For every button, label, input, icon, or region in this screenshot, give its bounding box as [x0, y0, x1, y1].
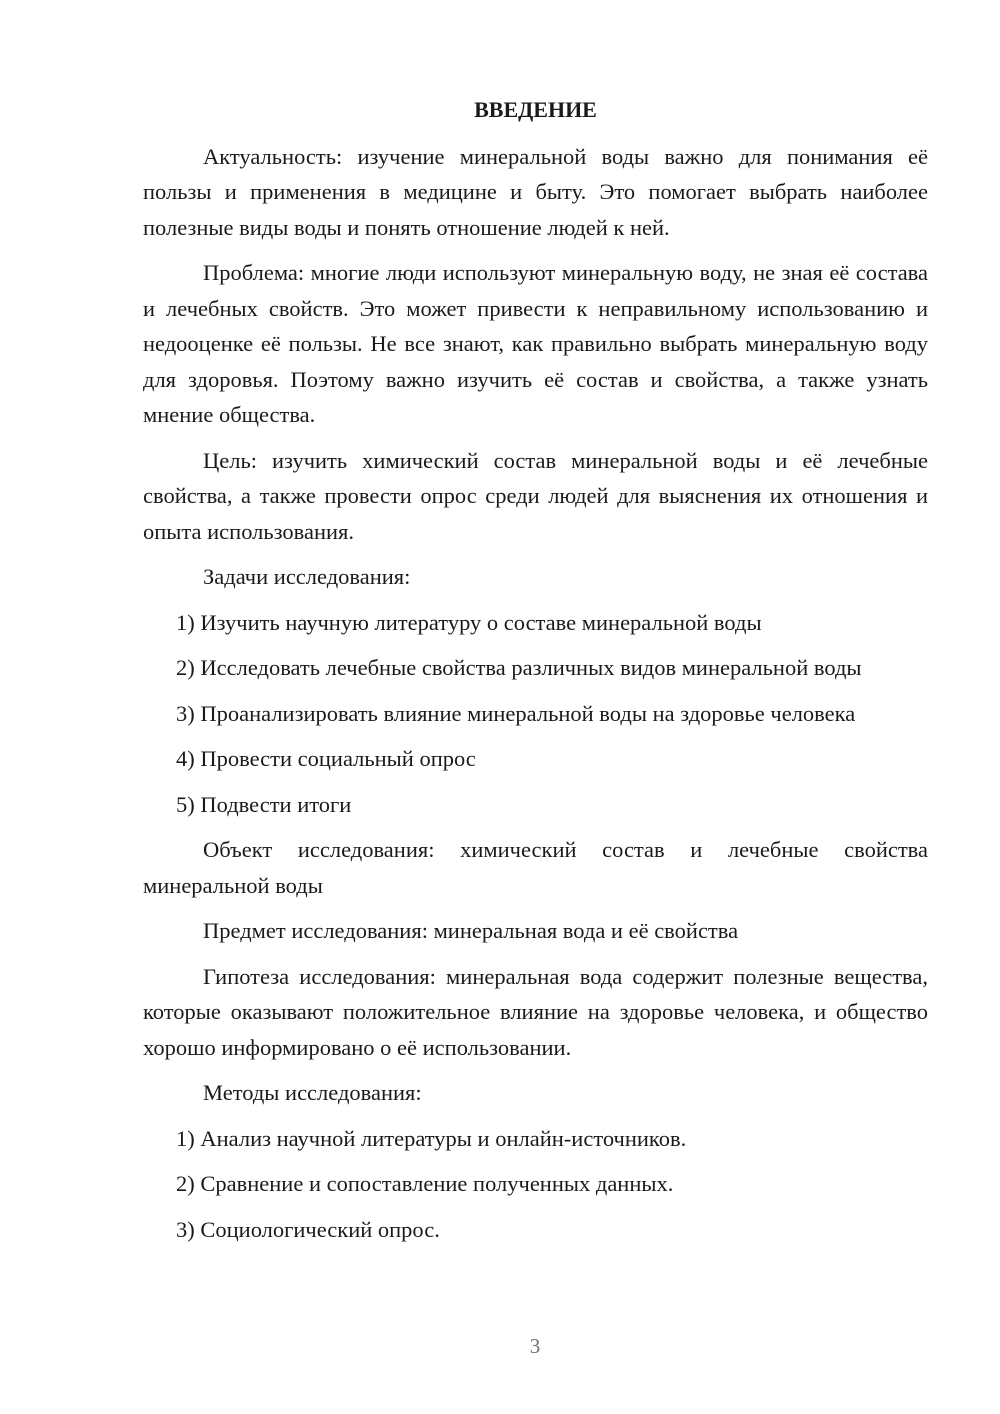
- section-title: ВВЕДЕНИЕ: [474, 97, 597, 122]
- goal-paragraph: Цель: изучить химический состав минеральной воды и её лечебные свойства, а также провести опрос среди людей для выяснения их отношения и опыта использования.: [143, 447, 928, 544]
- problem-paragraph: Проблема: многие люди используют минеральную воду, не зная её состава и лечебных свойств. Это может привести к неправильному использованию и недооценке её пользы. Не все знают, как правильно выбрать минеральную воду для здоровья. Поэтому важно изучить её состав и свойства, а также узнать мнение общества.: [143, 260, 928, 427]
- relevance-paragraph: Актуальность: изучение минеральной воды важно для понимания её пользы и применения в медицине и быту. Это помогает выбрать наиболее полезные виды воды и понять отношение людей к ней.: [143, 143, 928, 240]
- task-item: 2) Исследовать лечебные свойства различных видов минеральной воды: [176, 655, 862, 680]
- method-item: 3) Социологический опрос.: [176, 1216, 440, 1242]
- tasks-heading: Задачи исследования:: [203, 564, 411, 589]
- task-item: 5) Подвести итоги: [176, 791, 352, 817]
- hypothesis-paragraph: Гипотеза исследования: минеральная вода содержит полезные вещества, которые оказывают положительное влияние на здоровье человека, и общество хорошо информировано о её использовании.: [143, 963, 928, 1060]
- object-paragraph: Объект исследования: химический состав и лечебные свойства минеральной воды: [143, 837, 928, 898]
- methods-heading: Методы исследования:: [203, 1080, 422, 1105]
- method-item: 1) Анализ научной литературы и онлайн-источников.: [176, 1125, 687, 1151]
- task-item: 3) Проанализировать влияние минеральной воды на здоровье человека: [176, 700, 856, 726]
- subject-paragraph: Предмет исследования: минеральная вода и её свойства: [203, 918, 739, 943]
- task-item: 1) Изучить научную литературу о составе минеральной воды: [176, 609, 762, 635]
- page-number: 3: [529, 1334, 541, 1358]
- document-page: [143, 92, 928, 1257]
- method-item: 2) Сравнение и сопоставление полученных данных.: [176, 1171, 674, 1196]
- task-item: 4) Провести социальный опрос: [176, 746, 476, 771]
